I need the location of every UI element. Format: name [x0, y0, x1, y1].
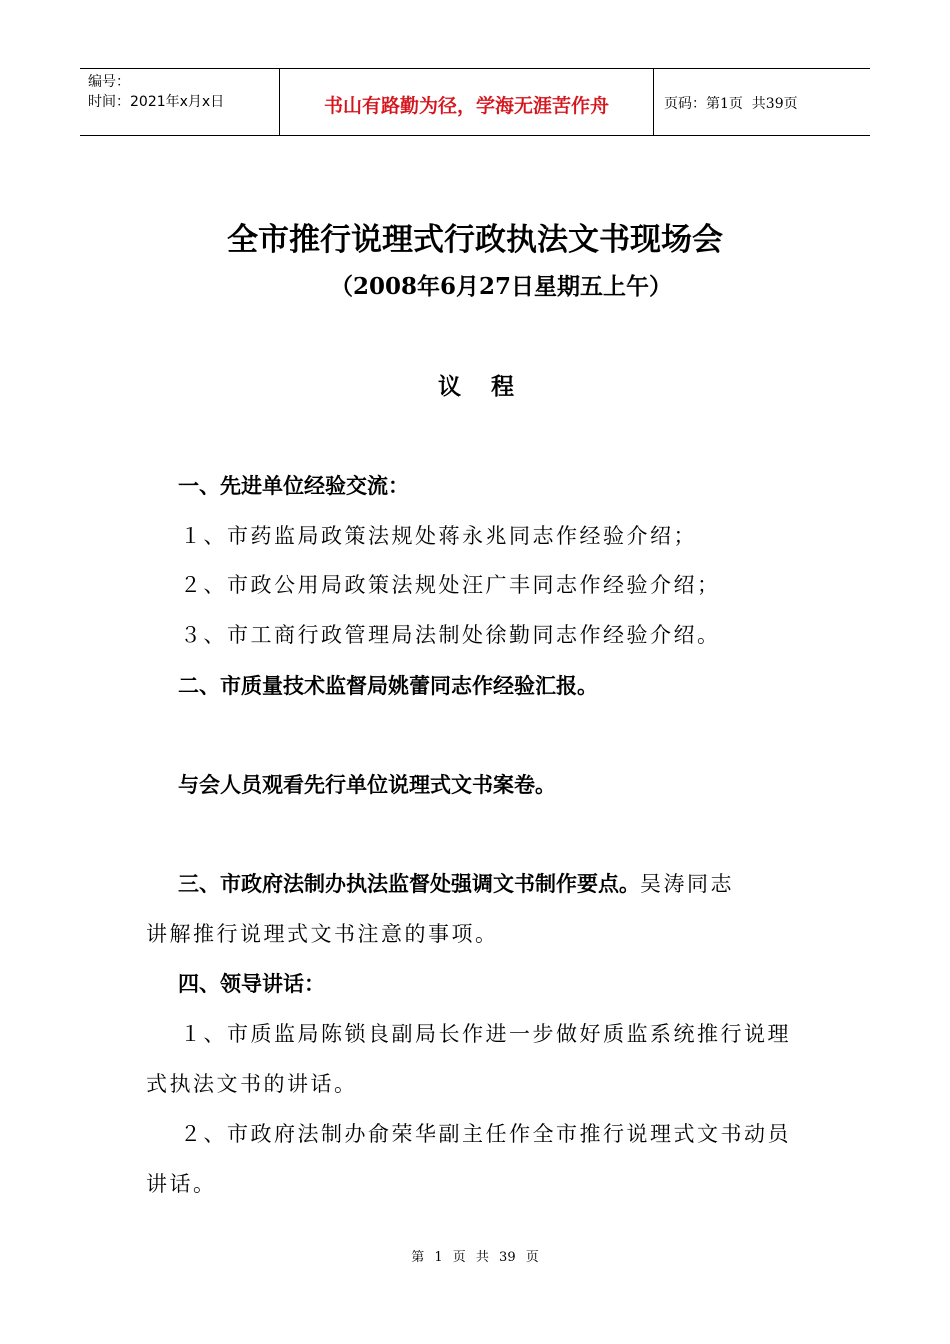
section2-heading: 二、市质量技术监督局姚蕾同志作经验汇报。	[178, 674, 598, 698]
section3-rest: 吴涛同志	[640, 872, 734, 896]
section1-item: ３、市工商行政管理局法制处徐勤同志作经验介绍。	[180, 623, 721, 647]
header-motto: 书山有路勤为径，学海无涯苦作舟	[280, 69, 654, 135]
section1-heading: 一、先进单位经验交流：	[178, 474, 409, 498]
section4-heading: 四、领导讲话：	[178, 972, 325, 996]
section4-item2-line1: ２、市政府法制办俞荣华副主任作全市推行说理式文书动员	[180, 1122, 791, 1146]
section4-item1-line2: 式执法文书的讲话。	[146, 1072, 358, 1096]
section1-item: １、市药监局政策法规处蒋永兆同志作经验介绍；	[180, 524, 697, 548]
viewing-note: 与会人员观看先行单位说理式文书案卷。	[178, 773, 556, 797]
section4-item1-line1: １、市质监局陈锁良副局长作进一步做好质监系统推行说理	[180, 1022, 791, 1046]
agenda-heading: 议程	[438, 373, 544, 400]
page-footer: 第 1 页 共 39 页	[411, 1250, 539, 1265]
document-title: 全市推行说理式行政执法文书现场会	[227, 222, 723, 258]
document-subtitle: （2008年6月27日星期五上午）	[330, 273, 673, 300]
header-time-label: 时间：2021年x月x日	[88, 94, 225, 110]
section3-line1	[178, 868, 734, 898]
header-page-info: 页码：第1页 共39页	[664, 96, 798, 112]
section1-item: ２、市政公用局政策法规处汪广丰同志作经验介绍；	[180, 573, 721, 597]
page-header-table	[80, 68, 870, 136]
section3-heading: 三、市政府法制办执法监督处强调文书制作要点。	[178, 872, 640, 896]
header-meta-cell	[80, 69, 280, 135]
section3-line2: 讲解推行说理式文书注意的事项。	[146, 922, 499, 946]
header-number-label: 编号：	[88, 74, 130, 90]
section4-item2-line2: 讲话。	[146, 1172, 217, 1196]
